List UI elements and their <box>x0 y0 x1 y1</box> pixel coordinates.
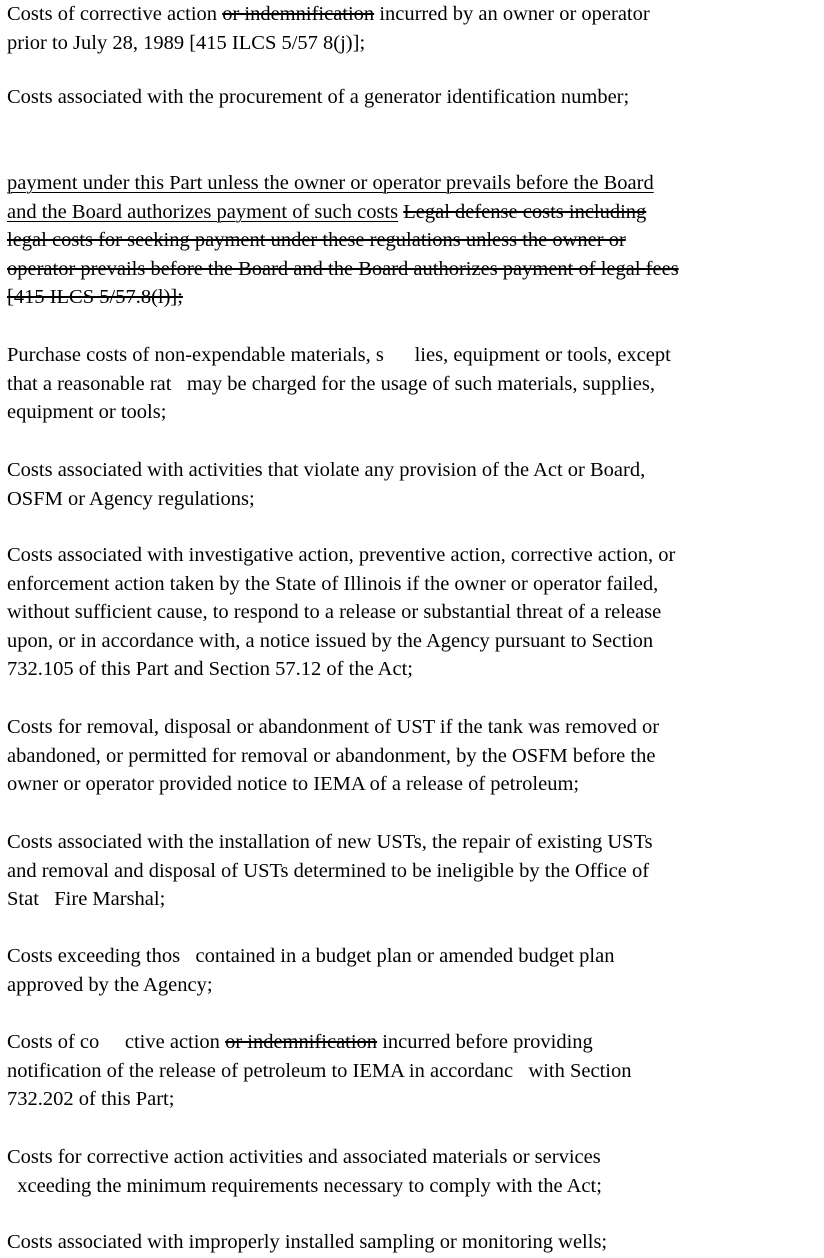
line-text: Costs for corrective action activities and associated materials or services <box>7 1146 601 1168</box>
paragraph-legal-defense-costs <box>7 169 822 312</box>
struck-text: operator prevails before the Board and the Board authorizes payment of legal fees <box>7 257 679 280</box>
line-text: Costs exceeding thos contained in a budget plan or amended budget plan <box>7 945 615 967</box>
line-text: enforcement action taken by the State of Illinois if the owner or operator failed, <box>7 572 659 595</box>
line-text: abandoned, or permitted for removal or abandonment, by the OSFM before the <box>7 744 656 767</box>
line-text: xceeding the minimum requirements necessary to comply with the Act; <box>7 1174 602 1197</box>
line-text: Costs associated with the installation of new USTs, the repair of existing USTs <box>7 831 653 853</box>
line-text: and removal and disposal of USTs determined to be ineligible by the Office of <box>7 859 650 882</box>
paragraph-violating-activities <box>7 456 822 513</box>
text-line <box>7 885 822 914</box>
text-line <box>7 655 822 684</box>
paragraph-corrective-action-prior-1989 <box>7 0 822 57</box>
text-line <box>7 770 822 799</box>
paragraph-generator-id-number <box>7 83 822 112</box>
text-line <box>7 255 822 284</box>
paragraph-non-expendable-materials <box>7 341 822 427</box>
paragraph-monitoring-wells <box>7 1228 822 1257</box>
text-line <box>7 456 822 485</box>
line-text: equipment or tools; <box>7 401 167 424</box>
text-line <box>7 541 822 570</box>
text-line <box>7 341 822 370</box>
text-line <box>7 828 822 857</box>
line-text: Costs for removal, disposal or abandonment of UST if the tank was removed or <box>7 716 660 738</box>
text-line <box>7 742 822 771</box>
paragraph-minimum-requirements <box>7 1143 822 1200</box>
line-text: Purchase costs of non-expendable materials, s lies, equipment or tools, except <box>7 344 671 366</box>
line-text: Costs of corrective action <box>7 3 223 25</box>
line-text: notification of the release of petroleum to IEMA in accordanc with Section <box>7 1059 632 1082</box>
line-text: Stat Fire Marshal; <box>7 888 166 911</box>
text-line <box>7 857 822 886</box>
text-line <box>7 1228 822 1257</box>
text-line <box>7 29 822 58</box>
text-line <box>7 1085 822 1114</box>
text-line <box>7 1028 822 1057</box>
line-text: approved by the Agency; <box>7 973 213 996</box>
paragraph-budget-plan <box>7 942 822 999</box>
text-line <box>7 942 822 971</box>
line-text: without sufficient cause, to respond to a release or substantial threat of a release <box>7 601 662 624</box>
text-line <box>7 598 822 627</box>
line-text: Costs associated with the procurement of a generator identification number; <box>7 86 630 108</box>
line-text: Costs associated with investigative action, preventive action, corrective action, or <box>7 544 676 566</box>
line-text: Costs associated with activities that violate any provision of the Act or Board, <box>7 459 646 481</box>
text-line <box>7 226 822 255</box>
line-text: upon, or in accordance with, a notice issued by the Agency pursuant to Section <box>7 629 654 652</box>
line-text: prior to July 28, 1989 [415 ILCS 5/57 8(j)]; <box>7 31 366 54</box>
text-line <box>7 370 822 399</box>
paragraph-notification-iema <box>7 1028 822 1114</box>
paragraph-state-enforcement <box>7 541 822 684</box>
line-text: incurred by an owner or operator <box>374 3 650 25</box>
text-line <box>7 713 822 742</box>
text-line <box>7 570 822 599</box>
text-line <box>7 971 822 1000</box>
text-line <box>7 83 822 112</box>
inserted-text: payment under this Part unless the owner or operator prevails before the Board <box>7 172 654 194</box>
struck-text: or indemnification <box>222 3 375 25</box>
struck-text: Legal defense costs including <box>403 200 647 223</box>
line-text: that a reasonable rat may be charged for the usage of such materials, supplies, <box>7 372 655 395</box>
paragraph-new-ust-installation <box>7 828 822 914</box>
line-text: 732.105 of this Part and Section 57.12 of the Act; <box>7 658 413 681</box>
paragraph-ust-removal <box>7 713 822 799</box>
line-text: OSFM or Agency regulations; <box>7 487 255 510</box>
text-line <box>7 1172 822 1201</box>
line-text: 732.202 of this Part; <box>7 1088 175 1111</box>
text-line <box>7 1057 822 1086</box>
struck-text: legal costs for seeking payment under these regulations unless the owner or <box>7 229 626 252</box>
struck-text: [415 ILCS 5/57.8(l)]; <box>7 286 183 309</box>
line-text: owner or operator provided notice to IEMA of a release of petroleum; <box>7 773 580 796</box>
text-line <box>7 169 822 198</box>
text-line <box>7 283 822 312</box>
struck-text: or indemnification <box>225 1031 378 1053</box>
text-line <box>7 485 822 514</box>
text-line <box>7 0 822 29</box>
text-line <box>7 627 822 656</box>
text-line <box>7 398 822 427</box>
text-line <box>7 1143 822 1172</box>
line-text: Costs associated with improperly installed sampling or monitoring wells; <box>7 1231 608 1253</box>
text-line <box>7 198 822 227</box>
line-text: incurred before providing <box>377 1031 593 1053</box>
line-text: Costs of co ctive action <box>7 1031 226 1053</box>
inserted-text: and the Board authorizes payment of such costs <box>7 200 399 223</box>
